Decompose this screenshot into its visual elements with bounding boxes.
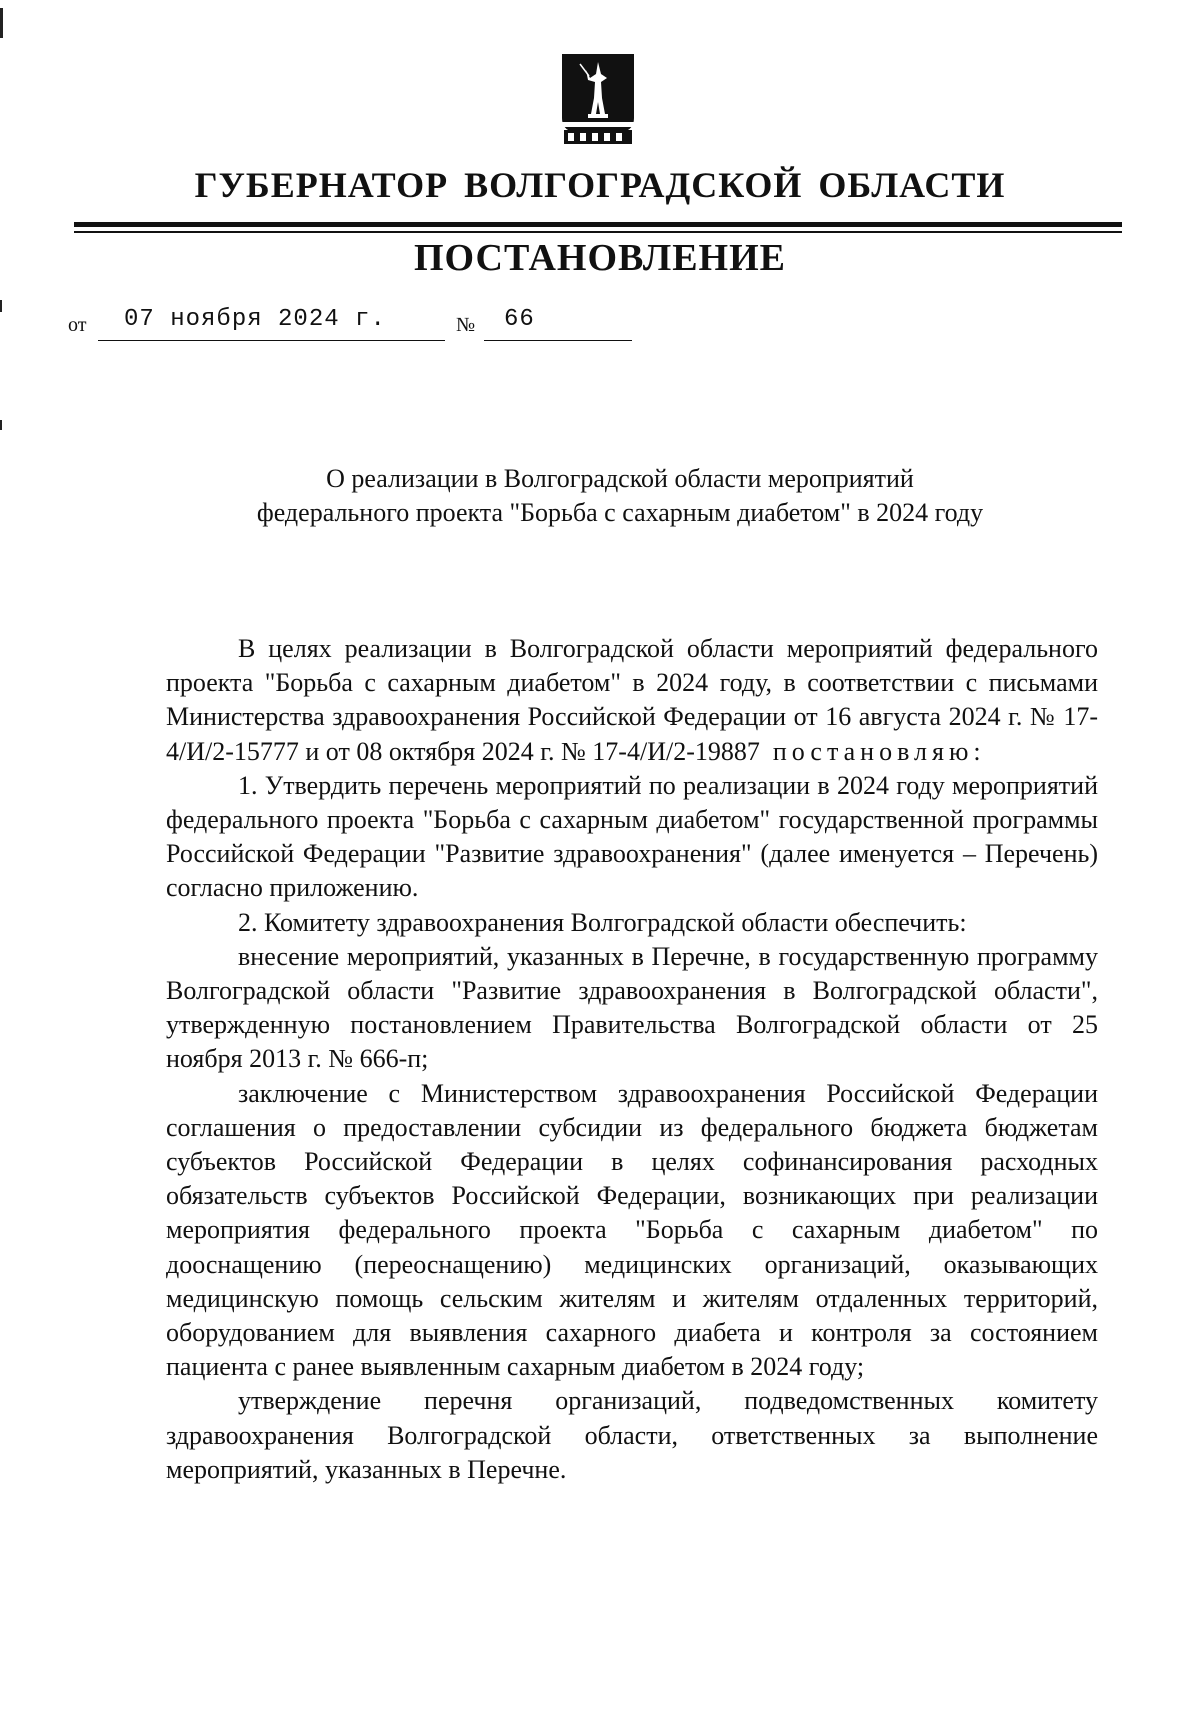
item-1-paragraph: 1. Утвердить перечень мероприятий по реализации в 2024 году мероприятий федерального проекта "Борьба с сахарным диабетом" государственной программы Российской Федерации "Развитие здравоохранения" (далее именуется – Перечень) согласно приложению. xyxy=(166,770,1098,903)
scan-edge-mark xyxy=(0,300,2,312)
item-2-paragraph: 2. Комитету здравоохранения Волгоградской области обеспечить: xyxy=(238,907,967,937)
document-body xyxy=(166,632,1098,1487)
date-label: от xyxy=(68,314,87,336)
date-underline xyxy=(98,340,445,341)
header-rule-thin xyxy=(74,231,1122,233)
item-2c-paragraph: утверждение перечня организаций, подведомственных комитету здравоохранения Волгоградской области, ответственных за выполнение мероприятий, указанных в Перечне. xyxy=(166,1386,1098,1484)
resolve-word: постановляю: xyxy=(772,736,986,766)
document-subject xyxy=(150,462,1090,530)
coat-of-arms-icon xyxy=(560,52,636,152)
number-label: № xyxy=(456,314,476,336)
document-number: 66 xyxy=(504,306,535,333)
item-2a-paragraph: внесение мероприятий, указанных в Перечне, в государственную программу Волгоградской области "Развитие здравоохранения в Волгоградской области", утвержденную постановлением Правительства Волгоградской области от 25 ноября 2013 г. № 666-п; xyxy=(166,941,1098,1074)
subject-line: федерального проекта "Борьба с сахарным диабетом" в 2024 году xyxy=(256,498,984,527)
preamble-paragraph xyxy=(166,632,1098,769)
scan-edge-mark xyxy=(0,420,2,430)
item-2b-paragraph: заключение с Министерством здравоохранения Российской Федерации соглашения о предоставлении субсидии из федерального бюджета бюджетам субъектов Российской Федерации в целях софинансирования расходных обязательств субъектов Российской Федерации, возникающих при реализации мероприятия федерального проекта "Борьба с сахарным диабетом" по дооснащению (переоснащению) медицинских организаций, оказывающих медицинскую помощь сельским жителям и жителям отдаленных территорий, оборудованием для выявления сахарного диабета и контроля за состоянием пациента с ранее выявленным сахарным диабетом в 2024 году; xyxy=(166,1078,1098,1382)
document-type-title: ПОСТАНОВЛЕНИЕ xyxy=(413,237,787,279)
issuing-authority: ГУБЕРНАТОР ВОЛГОГРАДСКОЙ ОБЛАСТИ xyxy=(194,165,1006,205)
header-rule-thick xyxy=(74,222,1122,227)
number-underline xyxy=(484,340,632,341)
scan-edge-mark xyxy=(0,8,3,38)
preamble-text: В целях реализации в Волгоградской области мероприятий федерального проекта "Борьба с сахарным диабетом" в 2024 году, в соответствии с письмами Министерства здравоохранения Российской Федерации от 16 августа 2024 г. № 17-4/И/2-15777 и от 08 октября 2024 г. № 17-4/И/2-19887 xyxy=(166,634,1098,766)
subject-line: О реализации в Волгоградской области мероприятий xyxy=(326,464,914,493)
document-date: 07 ноября 2024 г. xyxy=(124,306,386,333)
